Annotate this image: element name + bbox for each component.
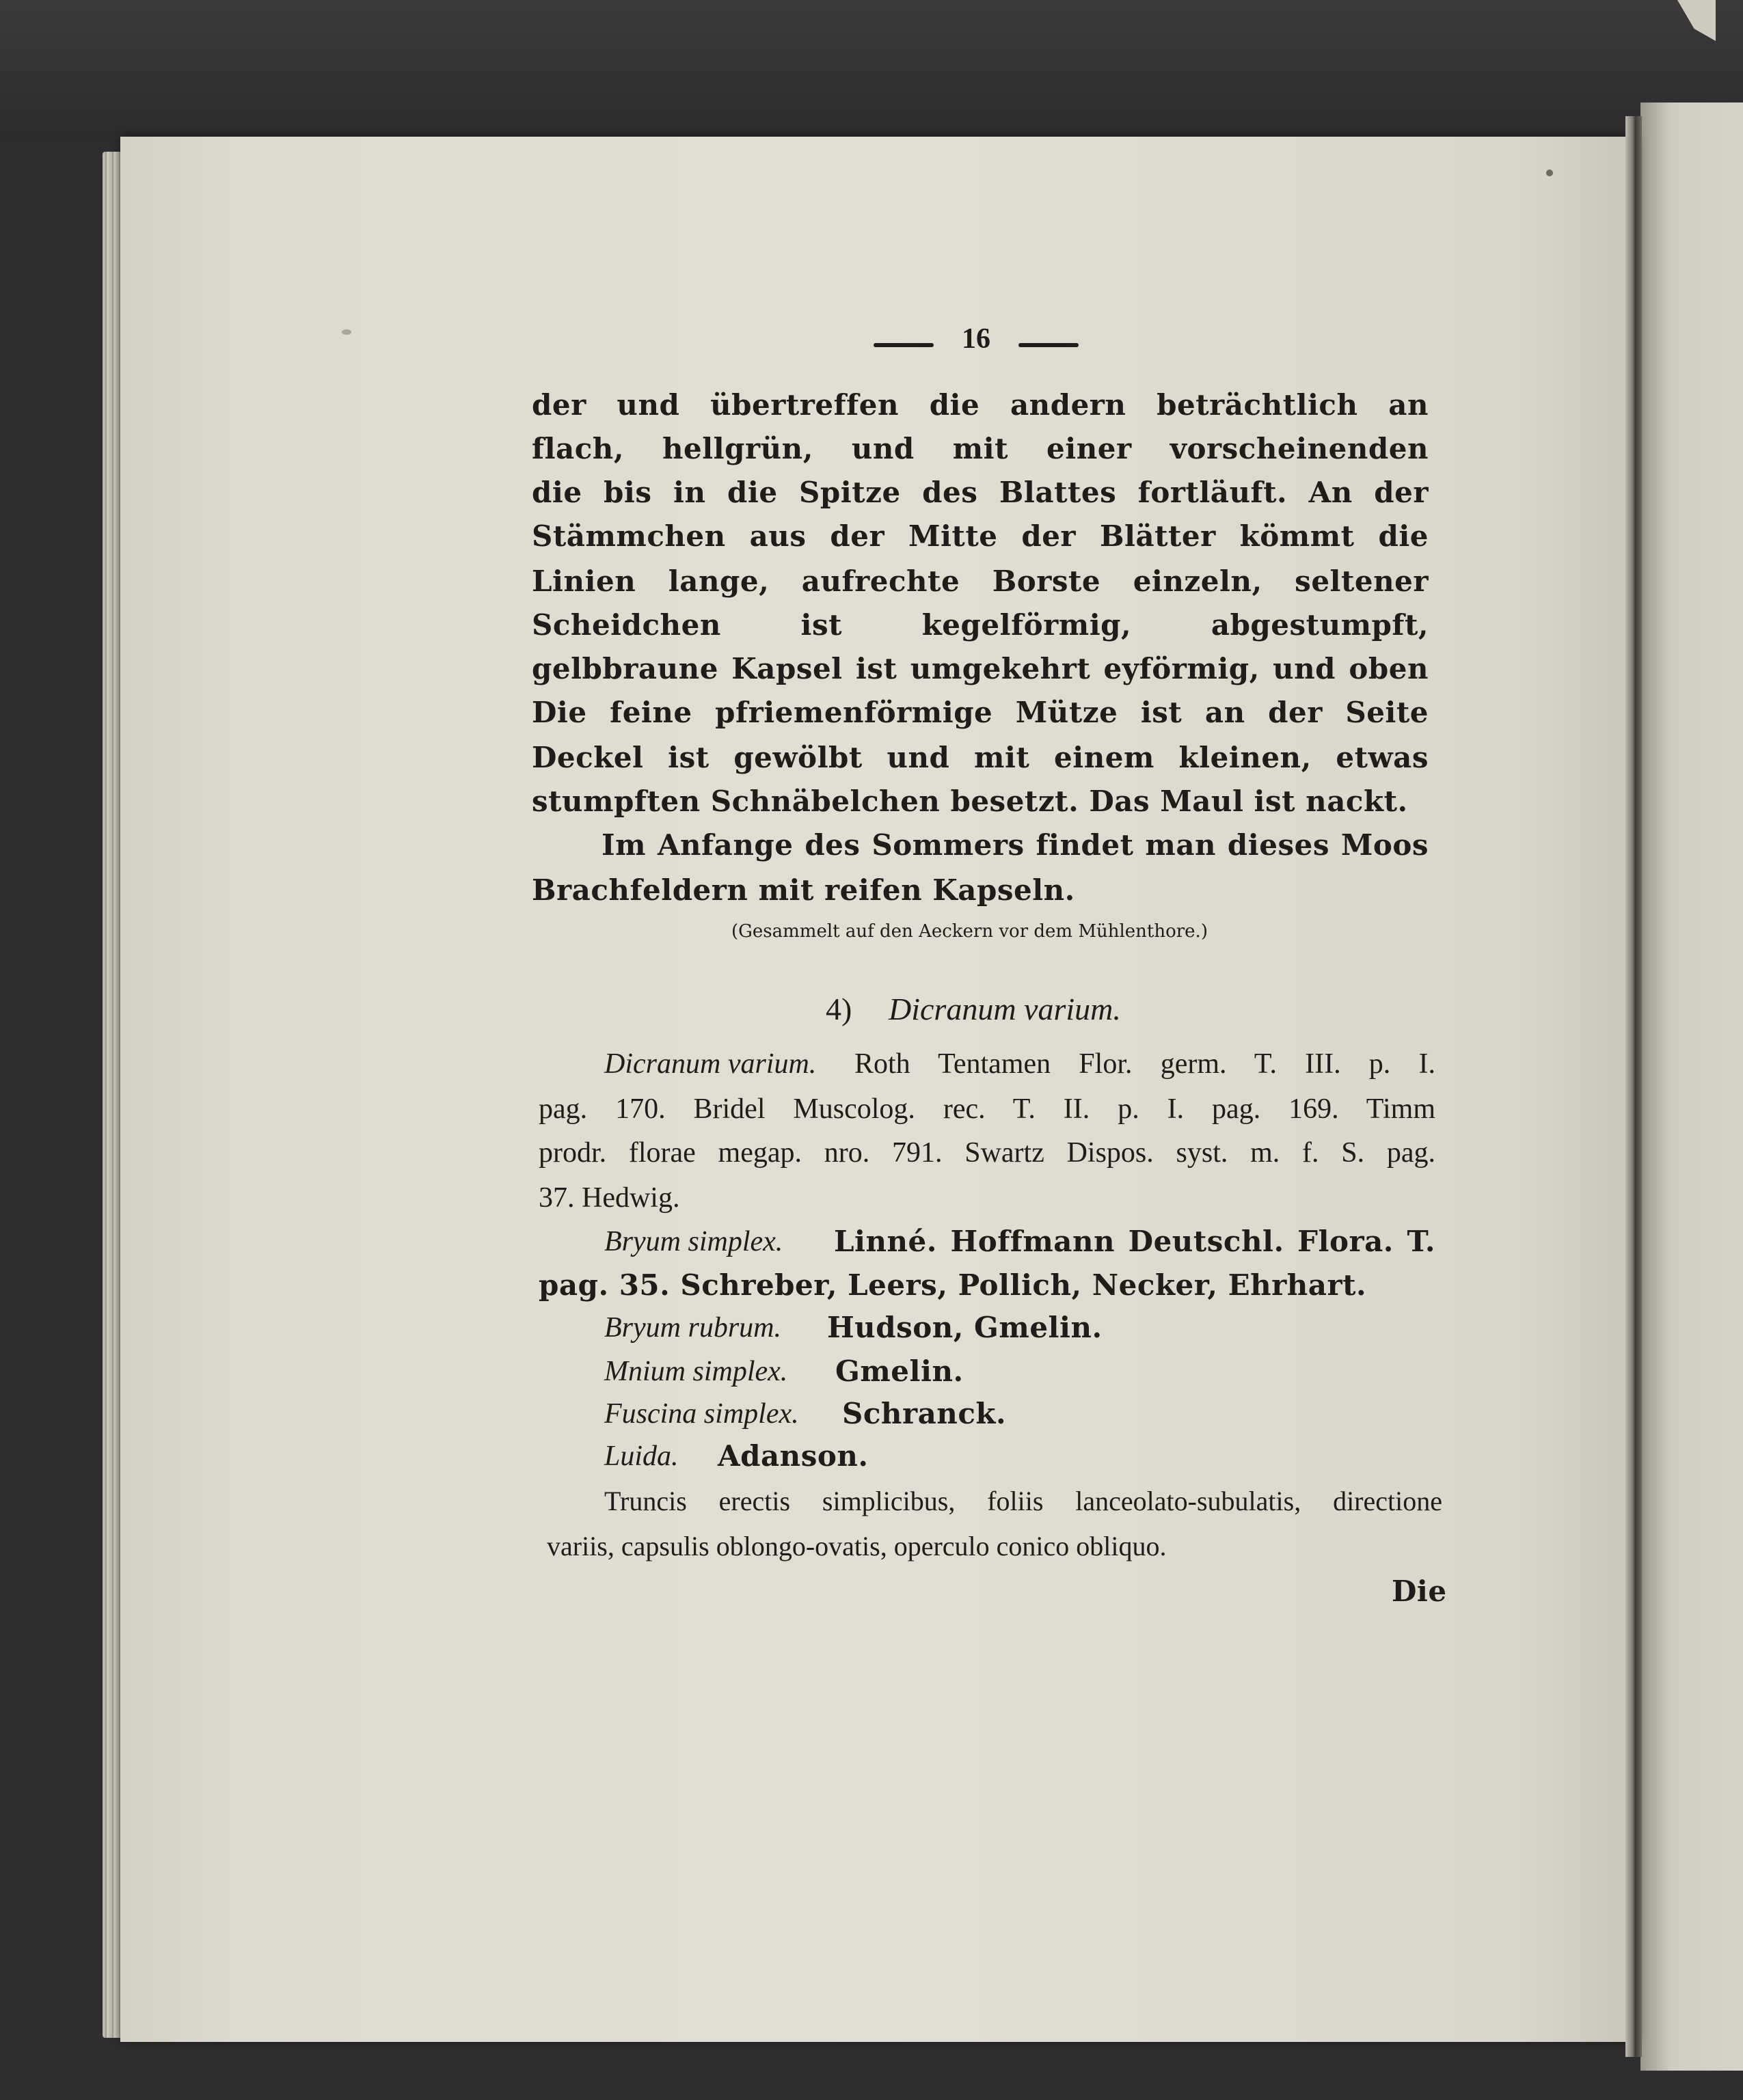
synonym-name: Luida. [604,1441,679,1472]
synonym-citation: 37. Hedwig. [539,1182,680,1214]
header-dash-right [1018,343,1079,347]
background-band [0,0,1743,144]
synonym-citation: Linné. Hoffmann Deutschl. Flora. T. [834,1225,1435,1258]
body-line: Im Anfange des Sommers findet man dieses Moos [602,828,1429,862]
synonym-citation: pag. 35. Schreber, Leers, Pollich, Necker, Ehrhart. [539,1268,1367,1302]
synonym-name: Fuscina simplex. [604,1398,799,1430]
body-line: stumpften Schnäbelchen besetzt. Das Maul ist nackt. [532,785,1408,818]
latin-description: variis, capsulis oblongo-ovatis, operculo conico obliquo. [547,1531,1167,1562]
latin-description: Truncis erectis simplicibus, foliis lanceolato-subulatis, directione [604,1486,1442,1516]
synonym-name: Mnium simplex. [604,1356,788,1387]
section-title: Dicranum varium. [889,992,1121,1026]
body-line: Stämmchen aus der Mitte der Blätter kömmt die [532,519,1429,553]
book-gutter [1625,116,1642,2057]
synonym-citation: Roth Tentamen Flor. germ. T. III. p. I. [854,1048,1435,1080]
paper-speck [1546,169,1553,176]
page-number: 16 [962,323,990,355]
body-line: Linien lange, aufrechte Borste einzeln, seltener [532,564,1429,598]
body-line: Brachfeldern mit reifen Kapseln. [532,873,1075,907]
synonym-citation: Adanson. [718,1439,869,1473]
catchword: Die [1392,1574,1447,1608]
body-line: Deckel ist gewölbt und mit einem kleinen, etwas [532,741,1429,774]
body-line: flach, hellgrün, und mit einer vorscheinenden [532,432,1429,465]
facing-page-edge [1640,103,1743,2071]
body-line: Die feine pfriemenförmige Mütze ist an der Seite [532,696,1429,729]
synonym-citation: Gmelin. [835,1354,964,1388]
collection-note: (Gesammelt auf den Aeckern vor dem Mühlenthore.) [731,921,1208,942]
section-number: 4) [826,992,852,1026]
running-header [874,323,1079,364]
synonym-citation: pag. 170. Bridel Muscolog. rec. T. II. p. I. pag. 169. Timm [539,1093,1435,1125]
synonym-citation: Hudson, Gmelin. [827,1311,1103,1344]
synonym-name: Bryum rubrum. [604,1312,781,1344]
body-line: der und übertreffen die andern beträchtlich an [532,388,1429,422]
body-line: die bis in die Spitze des Blattes fortläuft. An der [532,476,1429,509]
paper-speck [342,329,351,335]
synonym-name: Dicranum varium. [604,1048,817,1080]
synonym-name: Bryum simplex. [604,1226,783,1257]
body-line: Scheidchen ist kegelförmig, abgestumpft, [532,608,1429,642]
header-dash-left [874,343,934,347]
book-page [120,137,1638,2042]
body-line: gelbbraune Kapsel ist umgekehrt eyförmig, und oben [532,652,1429,685]
synonym-citation: prodr. florae megap. nro. 791. Swartz Dispos. syst. m. f. S. pag. [539,1137,1435,1169]
synonym-citation: Schranck. [842,1397,1007,1430]
